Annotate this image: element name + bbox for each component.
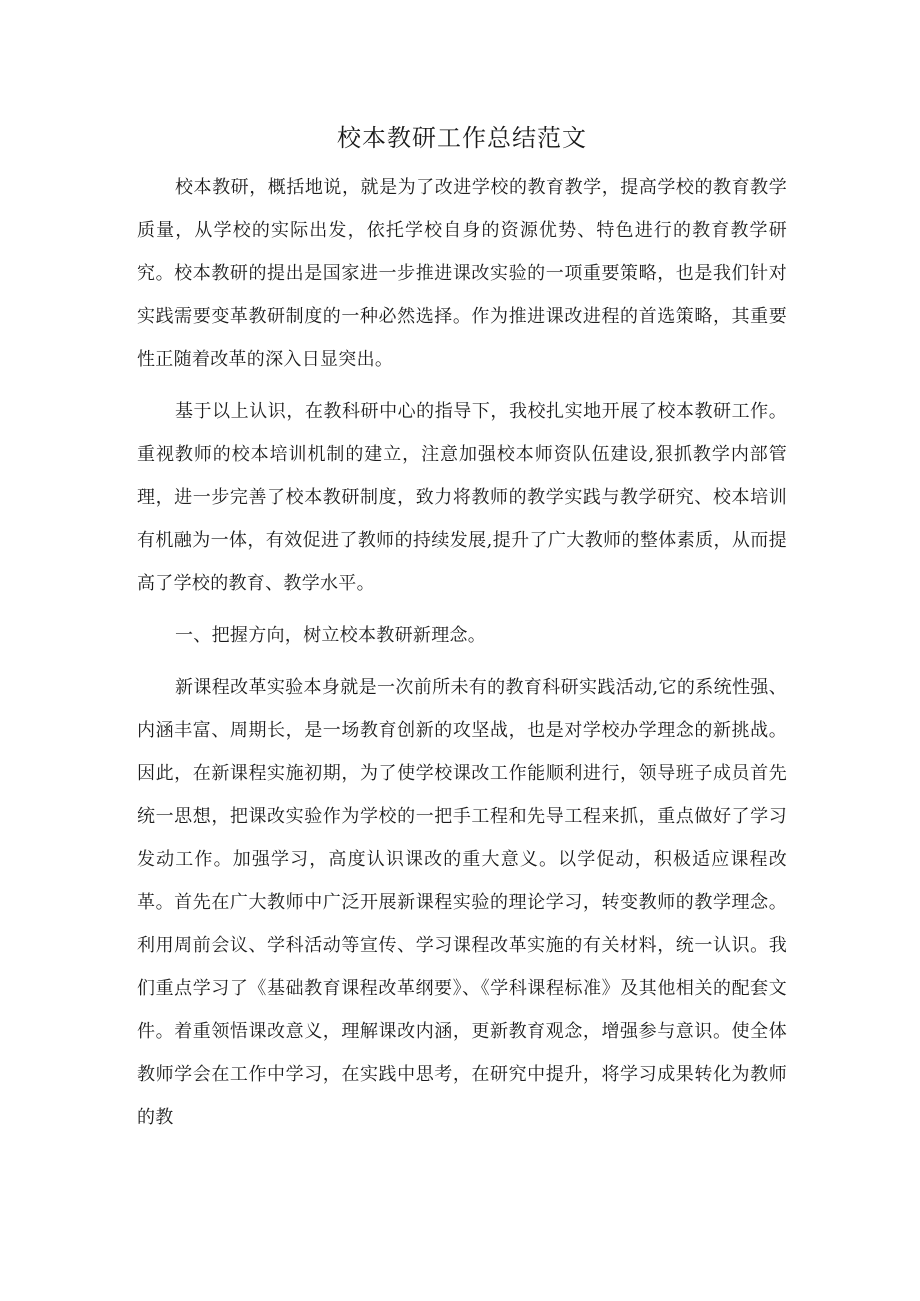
document-title: 校本教研工作总结范文 — [337, 124, 587, 152]
paragraph-section-1: 新课程改革实验本身就是一次前所未有的教育科研实践活动,它的系统性强、内涵丰富、周期长，是一场教育创新的攻坚战，也是对学校办学理念的新挑战。因此，在新课程实施初期，为了使学校课改工作能顺利进行，领导班子成员首先统一思想，把课改实验作为学校的一把手工程和先导工程来抓，重点做好了学习发动工作。加强学习，高度认识课改的重大意义。以学促动，积极适应课程改革。首先在广大教师中广泛开展新课程实验的理论学习，转变教师的教学理念。利用周前会议、学科活动等宣传、学习课程改革实施的有关材料，统一认识。我们重点学习了《基础教育课程改革纲要》、《学科课程标准》及其他相关的配套文件。着重领悟课改意义，理解课改内涵，更新教育观念，增强参与意识。使全体教师学会在工作中学习，在实践中思考，在研究中提升，将学习成果转化为教师的教 — [137, 677, 787, 1128]
section-heading-1: 一、把握方向，树立校本教研新理念。 — [175, 625, 487, 646]
paragraph-intro: 校本教研，概括地说，就是为了改进学校的教育教学，提高学校的教育教学质量，从学校的实际出发，依托学校自身的资源优势、特色进行的教育教学研究。校本教研的提出是国家进一步推进课改实验的一项重要策略，也是我们针对实践需要变革教研制度的一种必然选择。作为推进课改进程的首选策略，其重要性正随着改革的深入日显突出。 — [137, 177, 787, 370]
paragraph-overview: 基于以上认识，在教科研中心的指导下，我校扎实地开展了校本教研工作。重视教师的校本培训机制的建立，注意加强校本师资队伍建设,狠抓教学内部管理，进一步完善了校本教研制度，致力将教师的教学实践与教学研究、校本培训有机融为一体，有效促进了教师的持续发展,提升了广大教师的整体素质，从而提高了学校的教育、教学水平。 — [137, 401, 787, 594]
document-page — [137, 116, 787, 1139]
